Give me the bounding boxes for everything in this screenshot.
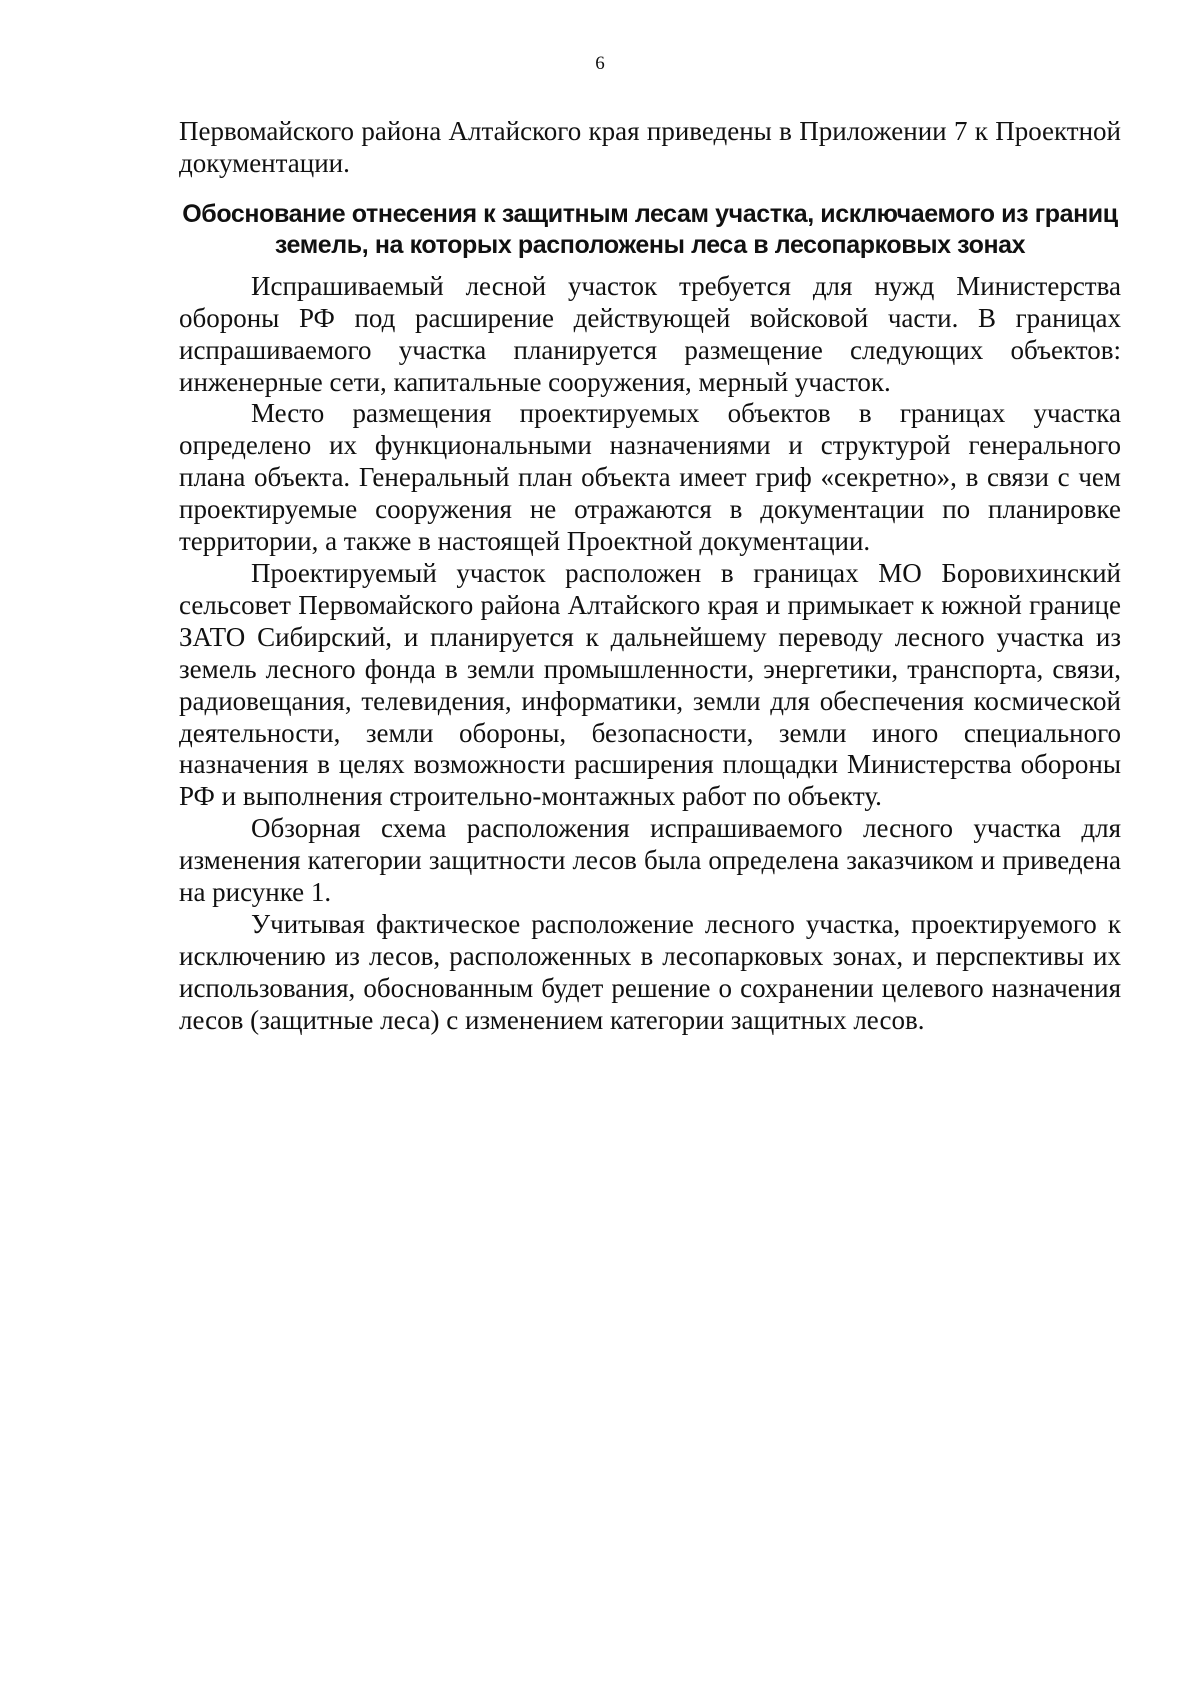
page-number: 6: [595, 53, 605, 74]
intro-paragraph: Первомайского района Алтайского края приведены в Приложении 7 к Проектной документации.: [179, 116, 1121, 178]
section-heading: Обоснование отнесения к защитным лесам участка, исключаемого из границ земель, на которых расположены леса в лесопарковых зонах: [182, 199, 1118, 259]
body-paragraph-5: Учитывая фактическое расположение лесного участка, проектируемого к исключению из лесов, расположенных в лесопарковых зонах, и перспективы их использования, обоснованным будет решение о сохранении целевого назначения лесов (защитные леса) с изменением категории защитных лесов.: [179, 908, 1121, 1035]
body-paragraph-1: Испрашиваемый лесной участок требуется для нужд Министерства обороны РФ под расширение действующей войсковой части. В границах испрашиваемого участка планируется размещение следующих объектов: инженерные сети, капитальные сооружения, мерный участок.: [179, 270, 1121, 397]
document-body: [179, 116, 1121, 1037]
body-paragraph-2: Место размещения проектируемых объектов в границах участка определено их функциональными назначениями и структурой генерального плана объекта. Генеральный план объекта имеет гриф «секретно», в связи с чем проектируемые сооружения не отражаются в документации по планировке территории, а также в настоящей Проектной документации.: [179, 398, 1121, 557]
body-paragraph-3: Проектируемый участок расположен в границах МО Боровихинский сельсовет Первомайского района Алтайского края и примыкает к южной границе ЗАТО Сибирский, и планируется к дальнейшему переводу лесного участка из земель лесного фонда в земли промышленности, энергетики, транспорта, связи, радиовещания, телевидения, информатики, земли для обеспечения космической деятельности, земли обороны, безопасности, земли иного специального назначения в целях возможности расширения площадки Министерства обороны РФ и выполнения строительно-монтажных работ по объекту.: [179, 557, 1121, 812]
body-paragraph-4: Обзорная схема расположения испрашиваемого лесного участка для изменения категории защитности лесов была определена заказчиком и приведена на рисунке 1.: [179, 813, 1121, 908]
